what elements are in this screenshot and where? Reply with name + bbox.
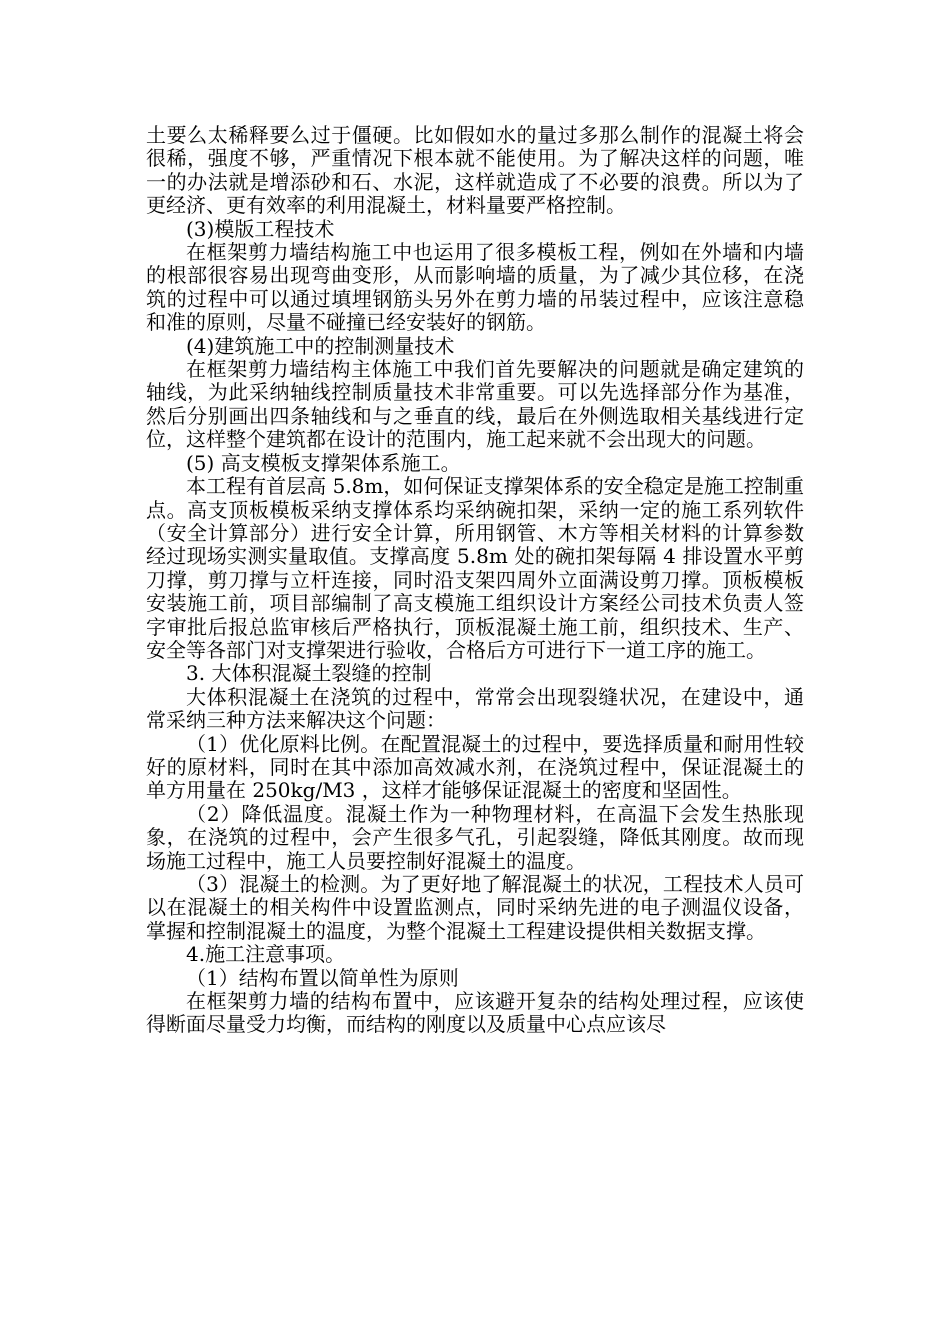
- section-heading-survey: (4)建筑施工中的控制测量技术: [186, 333, 455, 358]
- paragraph-survey: 在框架剪力墙结构主体施工中我们首先要解决的问题就是确定建筑的轴线，为此采纳轴线控制质量技术非常重要。可以先选择部分作为基准，然后分别画出四条轴线和与之垂直的线，最后在外侧选取相关基线进行定位，这样整个建筑都在设计的范围内，施工起来就不会出现大的问题。: [146, 357, 804, 452]
- paragraph-crack-method-3: （3）混凝土的检测。为了更好地了解混凝土的状况，工程技术人员可以在混凝土的相关构件中设置监测点，同时采纳先进的电子测温仪设备，掌握和控制混凝土的温度，为整个混凝土工程建设提供相关数据支撑。: [146, 872, 804, 943]
- paragraph-crack-intro: 大体积混凝土在浇筑的过程中，常常会出现裂缝状况，在建设中，通常采纳三种方法来解决这个问题：: [146, 684, 804, 733]
- paragraph-high-support: 本工程有首层高 5.8m，如何保证支撑架体系的安全稳定是施工控制重点。高支顶板模板采纳支撑体系均采纳碗扣架，采纳一定的施工系列软件（安全计算部分）进行安全计算，所用钢管、木方等相关材料的计算参数经过现场实测实量取值。支撑高度 5.8m 处的碗扣架每隔 4 排设置水平剪刀撑，剪刀撑与立杆连接，同时沿支架四周外立面满设剪刀撑。顶板模板安装施工前，项目部编制了高支模施工组织设计方案经公司技术负责人签字审批后报总监审核后严格执行，顶板混凝土施工前，组织技术、生产、安全等各部门对支撑架进行验收，合格后方可进行下一道工序的施工。: [146, 474, 804, 662]
- section-heading-high-support: (5) 高支模板支撑架体系施工。: [186, 450, 461, 475]
- paragraph-continuation: 土要么太稀释要么过于僵硬。比如假如水的量过多那么制作的混凝土将会很稀，强度不够，严重情况下根本就不能使用。为了解决这样的问题，唯一的办法就是增添砂和石、水泥，这样就造成了不必要的浪费。所以为了更经济、更有效率的利用混凝土，材料量要严格控制。: [146, 123, 804, 218]
- section-heading-notes: 4.施工注意事项。: [186, 942, 346, 967]
- section-heading-formwork: (3)模版工程技术: [186, 216, 335, 241]
- paragraph-formwork: 在框架剪力墙结构施工中也运用了很多模板工程，例如在外墙和内墙的根部很容易出现弯曲变形，从而影响墙的质量，为了减少其位移，在浇筑的过程中可以通过填埋钢筋头另外在剪力墙的吊装过程中，应该注意稳和准的原则，尽量不碰撞已经安装好的钢筋。: [146, 240, 804, 335]
- document-body: [146, 124, 804, 1037]
- paragraph-crack-method-2: （2）降低温度。混凝土作为一种物理材料，在高温下会发生热胀现象，在浇筑的过程中，会产生很多气孔，引起裂缝，降低其刚度。故而现场施工过程中，施工人员要控制好混凝土的温度。: [146, 801, 804, 873]
- paragraph-layout: 在框架剪力墙的结构布置中，应该避开复杂的结构处理过程，应该使得断面尽量受力均衡，而结构的刚度以及质量中心点应该尽: [146, 989, 804, 1037]
- section-heading-crack-control: 3. 大体积混凝土裂缝的控制: [186, 661, 432, 686]
- subsection-heading-layout: （1）结构布置以简单性为原则: [186, 965, 459, 990]
- paragraph-crack-method-1: （1）优化原料比例。在配置混凝土的过程中，要选择质量和耐用性较好的原材料，同时在其中添加高效减水剂，在浇筑过程中，保证混凝土的单方用量在 250kg/M3 ，这样才能够保证混凝土的密度和坚固性。: [146, 731, 804, 803]
